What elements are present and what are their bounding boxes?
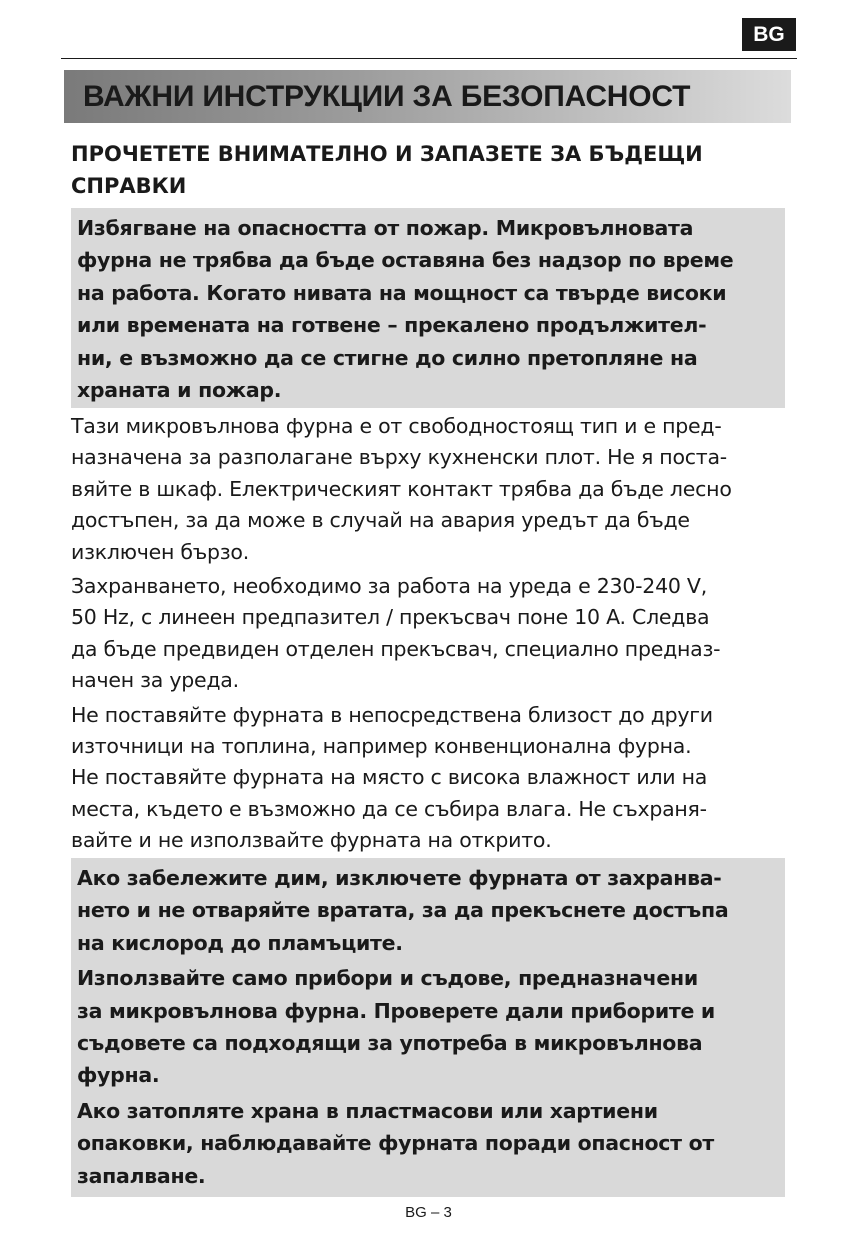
text-line: ни, е възможно да се стигне до силно претопляне на	[77, 345, 698, 370]
body-text	[71, 411, 787, 860]
text-line: Не поставяйте фурната на място с висока влажност или на	[71, 765, 708, 790]
utensils-warning-paragraph	[77, 962, 777, 1092]
text-line: начен за уреда.	[71, 668, 239, 693]
text-line: назначена за разполагане върху кухненски плот. Не я поста-	[71, 445, 727, 470]
text-line: Избягване на опасността от пожар. Микровълновата	[77, 216, 694, 240]
usage-warning-box	[71, 858, 785, 1197]
text-line: Ако затопляте храна в пластмасови или хартиени	[77, 1098, 658, 1123]
text-line: фурна.	[77, 1063, 160, 1088]
page-title: ВАЖНИ ИНСТРУКЦИИ ЗА БЕЗОПАСНОСТ	[83, 80, 691, 113]
text-line: съдовете са подходящи за употреба в микровълнова	[77, 1031, 703, 1056]
language-badge: BG	[742, 18, 796, 51]
text-line: запалване.	[77, 1163, 206, 1188]
text-line: Захранването, необходимо за работа на уреда е 230-240 V,	[71, 574, 707, 599]
text-line: Използвайте само прибори и съдове, предназначени	[77, 966, 698, 991]
packaging-warning-paragraph	[77, 1095, 777, 1192]
header-divider	[61, 58, 797, 59]
text-line: да бъде предвиден отделен прекъсвач, специално предназ-	[71, 636, 721, 661]
text-line: на работа. Когато нивата на мощност са твърде високи	[77, 280, 727, 305]
installation-paragraph	[71, 411, 787, 568]
text-line: вайте и не използвайте фурната на открито.	[71, 828, 552, 853]
section-title-bar	[64, 70, 791, 123]
fire-hazard-warning-box	[71, 208, 785, 408]
warning-paragraph	[77, 212, 777, 406]
text-line: места, където е възможно да се събира влага. Не съхраня-	[71, 796, 707, 821]
smoke-warning-paragraph	[77, 862, 777, 959]
placement-paragraph	[71, 700, 787, 857]
page-number: BG – 3	[405, 1204, 452, 1221]
text-line: изключен бързо.	[71, 539, 249, 564]
text-line: 50 Hz, с линеен предпазител / прекъсвач поне 10 A. Следва	[71, 605, 710, 630]
text-line: или времената на готвене – прекалено продължител-	[77, 313, 707, 338]
text-line: храната и пожар.	[77, 378, 282, 403]
text-line: Ако забележите дим, изключете фурната от захранва-	[77, 866, 722, 890]
text-line: опаковки, наблюдавайте фурната поради опасност от	[77, 1131, 714, 1156]
subheading: ПРОЧЕТЕТЕ ВНИМАТЕЛНО И ЗАПАЗЕТЕ ЗА БЪДЕЩИ СПРАВКИ	[71, 142, 703, 198]
text-line: фурна не трябва да бъде оставяна без надзор по време	[77, 248, 734, 273]
text-line: вяйте в шкаф. Електрическият контакт трябва да бъде лесно	[71, 476, 732, 501]
text-line: Тази микровълнова фурна е от свободностоящ тип и е пред-	[71, 414, 722, 438]
text-line: източници на топлина, например конвенционална фурна.	[71, 734, 692, 759]
power-supply-paragraph	[71, 571, 787, 697]
text-line: за микровълнова фурна. Проверете дали приборите и	[77, 998, 715, 1023]
text-line: на кислород до пламъците.	[77, 930, 403, 955]
text-line: нето и не отваряйте вратата, за да прекъснете достъпа	[77, 898, 729, 923]
text-line: достъпен, за да може в случай на авария уредът да бъде	[71, 508, 690, 533]
text-line: Не поставяйте фурната в непосредствена близост до други	[71, 702, 713, 727]
